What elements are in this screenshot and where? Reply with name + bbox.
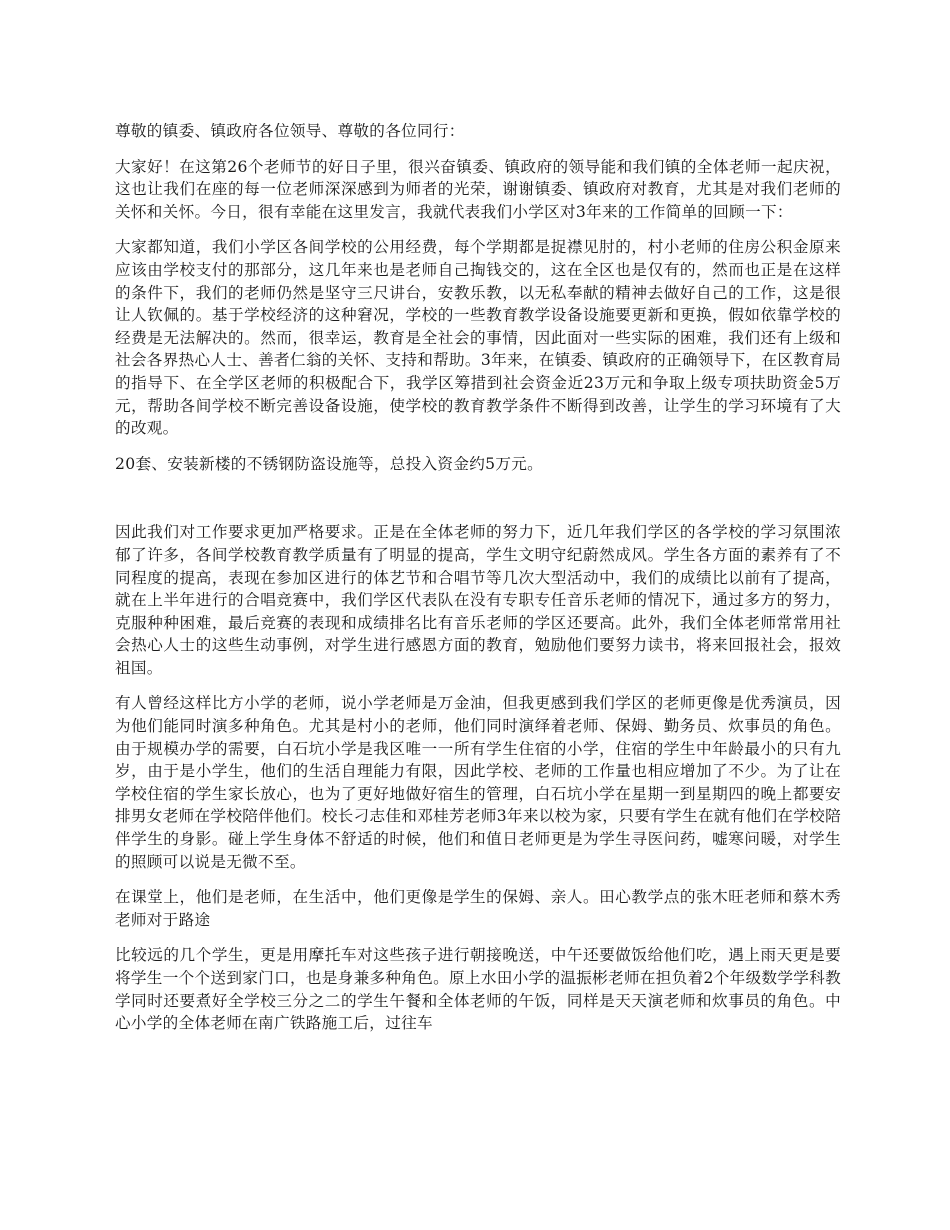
- document-page: [115, 120, 841, 1048]
- greeting-paragraph: 大家好！在这第26个老师节的好日子里，很兴奋镇委、镇政府的领导能和我们镇的全体老师一起庆祝，这也让我们在座的每一位老师深深感到为师者的光荣，谢谢镇委、镇政府对教育，尤其是对我们老师的关怀和关怀。今日，很有幸能在这里发言，我就代表我们小学区对3年来的工作简单的回顾一下：: [115, 157, 841, 221]
- funding-paragraph: 大家都知道，我们小学区各间学校的公用经费，每个学期都是捉襟见肘的，村小老师的住房公积金原来应该由学校支付的那部分，这几年来也是老师自己掏钱交的，这在全区也是仅有的，然而也正是在这样的条件下，我们的老师仍然是坚守三尺讲台，安教乐教，以无私奉献的精神去做好自己的工作，这是很让人钦佩的。基于学校经济的这种窘况，学校的一些教育教学设备设施要更新和更换，假如依靠学校的经费是无法解决的。然而，很幸运，教育是全社会的事情，因此面对一些实际的困难，我们还有上级和社会各界热心人士、善者仁翁的关怀、支持和帮助。3年来，在镇委、镇政府的正确领导下，在区教育局的指导下、在全学区老师的积极配合下，我学区筹措到社会资金近23万元和争取上级专项扶助资金5万元，帮助各间学校不断完善设备设施，使学校的教育教学条件不断得到改善，让学生的学习环境有了大的改观。: [115, 238, 841, 438]
- classroom-life-paragraph: 在课堂上，他们是老师，在生活中，他们更像是学生的保姆、亲人。田心教学点的张木旺老师和蔡木秀老师对于路途: [115, 888, 841, 929]
- salutation-paragraph: 尊敬的镇委、镇政府各位领导、尊敬的各位同行：: [115, 122, 465, 140]
- teachers-roles-paragraph: 有人曾经这样比方小学的老师，说小学老师是万金油，但我更感到我们学区的老师更像是优秀演员，因为他们能同时演多种角色。尤其是村小的老师，他们同时演绎着老师、保姆、勤务员、炊事员的角色。由于规模办学的需要，白石坑小学是我区唯一一所有学生住宿的小学，住宿的学生中年龄最小的只有九岁，由于是小学生，他们的生活自理能力有限，因此学校、老师的工作量也相应增加了不少。为了让在学校住宿的学生家长放心，也为了更好地做好宿生的管理，白石坑小学在星期一到星期四的晚上都要安排男女老师在学校陪伴他们。校长刁志佳和邓桂芳老师3年来以校为家，只要有学生在就有他们在学校陪伴学生的身影。碰上学生身体不舒适的时候，他们和值日老师更是为学生寻医问药，嘘寒问暖，对学生的照顾可以说是无微不至。: [115, 694, 841, 871]
- transport-paragraph: 比较远的几个学生，更是用摩托车对这些孩子进行朝接晚送，中午还要做饭给他们吃，遇上雨天更是要将学生一个个送到家门口，也是身兼多种角色。原上水田小学的温振彬老师在担负着2个年级数学学科教学同时还要煮好全学校三分之二的学生午餐和全体老师的午饭，同样是天天演老师和炊事员的角色。中心小学的全体老师在南广铁路施工后，过往车: [115, 946, 841, 1033]
- investment-paragraph: 20套、安装新楼的不锈钢防盗设施等，总投入资金约5万元。: [115, 454, 544, 473]
- paragraph-gap: [115, 488, 841, 521]
- work-requirements-paragraph: 因此我们对工作要求更加严格要求。正是在全体老师的努力下，近几年我们学区的各学校的学习氛围浓郁了许多，各间学校教育教学质量有了明显的提高，学生文明守纪蔚然成风。学生各方面的素养有了不同程度的提高，表现在参加区进行的体艺节和合唱节等几次大型活动中，我们的成绩比以前有了提高，就在上半年进行的合唱竞赛中，我们学区代表队在没有专职专任音乐老师的情况下，通过多方的努力，克服种种困难，最后竞赛的表现和成绩排名比有音乐老师的学区还要高。此外，我们全体老师常常用社会热心人士的这些生动事例，对学生进行感恩方面的教育，勉励他们要努力读书，将来回报社会，报效祖国。: [115, 523, 841, 677]
